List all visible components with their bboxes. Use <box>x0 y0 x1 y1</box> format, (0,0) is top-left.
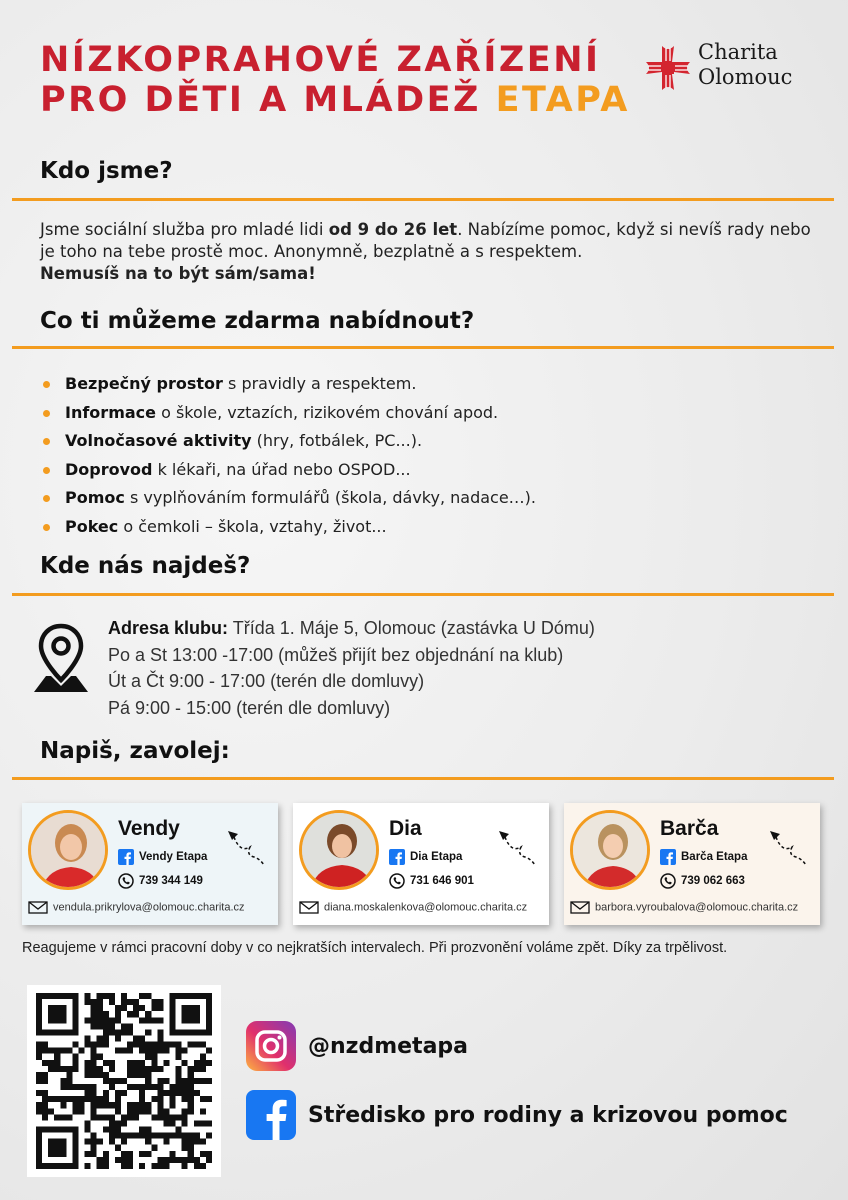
contact-name: Barča <box>660 817 719 840</box>
list-item: Volnočasové aktivity (hry, fotbálek, PC...). <box>40 427 536 456</box>
title-line-2-main: PRO DĚTI A MLÁDEŽ <box>40 80 481 120</box>
contact-card-dia <box>293 803 549 925</box>
list-item: Pomoc s vyplňováním formulářů (škola, dávky, nadace…). <box>40 484 536 513</box>
section-location-heading: Kde nás najdeš? <box>40 553 251 579</box>
page-title <box>40 40 630 120</box>
section-divider <box>12 777 834 780</box>
instagram-link[interactable] <box>246 1021 468 1071</box>
contact-name: Dia <box>389 817 422 840</box>
response-note: Reagujeme v rámci pracovní doby v co nejkratších intervalech. Při prozvonění voláme zpět. Díky za trpělivost. <box>22 940 728 956</box>
facebook-icon <box>118 849 134 865</box>
phone-icon <box>118 873 134 889</box>
facebook-icon <box>389 849 405 865</box>
qr-code[interactable] <box>27 985 221 1177</box>
facebook-handle[interactable]: Dia Etapa <box>410 851 463 864</box>
arrow-doodle-icon <box>766 827 810 867</box>
opening-hours: Po a St 13:00 -17:00 (můžeš přijít bez objednání na klub) <box>108 644 564 665</box>
section-divider <box>12 346 834 349</box>
phone-number[interactable]: 739 344 149 <box>139 875 203 888</box>
section-who-heading: Kdo jsme? <box>40 158 173 184</box>
title-accent: ETAPA <box>495 80 630 120</box>
list-item: Doprovod k lékaři, na úřad nebo OSPOD... <box>40 456 536 485</box>
who-text: Jsme sociální služba pro mladé lidi od 9 do 26 let. Nabízíme pomoc, když si nevíš rady nebo je toho na tebe prostě moc. Anonymně, bezplatně a s respektem. Nemusíš na to být sám/sama! <box>40 220 811 283</box>
email-address[interactable]: vendula.prikrylova@olomouc.charita.cz <box>53 901 245 914</box>
phone-icon <box>389 873 405 889</box>
phone-icon <box>660 873 676 889</box>
facebook-handle[interactable]: Barča Etapa <box>681 851 748 864</box>
who-tagline: Nemusíš na to být sám/sama! <box>40 264 316 283</box>
avatar <box>570 810 650 890</box>
section-offer-heading: Co ti můžeme zdarma nabídnout? <box>40 308 475 334</box>
facebook-icon <box>660 849 676 865</box>
facebook-page-name[interactable]: Středisko pro rodiny a krizovou pomoc <box>308 1102 788 1128</box>
facebook-link[interactable] <box>246 1090 788 1140</box>
phone-number[interactable]: 731 646 901 <box>410 875 474 888</box>
title-line-1: NÍZKOPRAHOVÉ ZAŘÍZENÍ <box>40 40 601 80</box>
offer-list <box>40 370 536 541</box>
list-item: Bezpečný prostor s pravidly a respektem. <box>40 370 536 399</box>
section-divider <box>12 593 834 596</box>
instagram-handle[interactable]: @nzdmetapa <box>308 1033 469 1059</box>
address-value: Třída 1. Máje 5, Olomouc (zastávka U Dómu) <box>228 618 595 638</box>
avatar <box>28 810 108 890</box>
list-item: Pokec o čemkoli – škola, vztahy, život... <box>40 513 536 542</box>
section-contact-heading: Napiš, zavolej: <box>40 738 230 764</box>
arrow-doodle-icon <box>224 827 268 867</box>
mail-icon <box>28 901 48 914</box>
contact-card-vendy <box>22 803 278 925</box>
charita-logo <box>644 40 814 100</box>
title-line-2 <box>40 80 630 120</box>
opening-hours: Út a Čt 9:00 - 17:00 (terén dle domluvy) <box>108 671 425 691</box>
arrow-doodle-icon <box>495 827 539 867</box>
contact-name: Vendy <box>118 817 180 840</box>
map-pin-icon <box>30 622 92 696</box>
phone-number[interactable]: 739 062 663 <box>681 875 745 888</box>
instagram-icon <box>246 1021 296 1071</box>
section-divider <box>12 198 834 201</box>
contact-card-barca <box>564 803 820 925</box>
address-label: Adresa klubu: <box>108 618 229 638</box>
email-address[interactable]: diana.moskalenkova@olomouc.charita.cz <box>324 901 528 914</box>
mail-icon <box>570 901 590 914</box>
facebook-handle[interactable]: Vendy Etapa <box>139 851 208 864</box>
avatar <box>299 810 379 890</box>
mail-icon <box>299 901 319 914</box>
email-address[interactable]: barbora.vyroubalova@olomouc.charita.cz <box>595 901 799 914</box>
list-item: Informace o škole, vztazích, rizikovém chování apod. <box>40 399 536 428</box>
facebook-icon <box>246 1090 296 1140</box>
address-block <box>108 615 595 721</box>
logo-text: Charita Olomouc <box>698 40 793 89</box>
opening-hours: Pá 9:00 - 15:00 (terén dle domluvy) <box>108 697 391 718</box>
qr-code-icon <box>35 993 213 1169</box>
charita-cross-icon <box>644 44 692 92</box>
